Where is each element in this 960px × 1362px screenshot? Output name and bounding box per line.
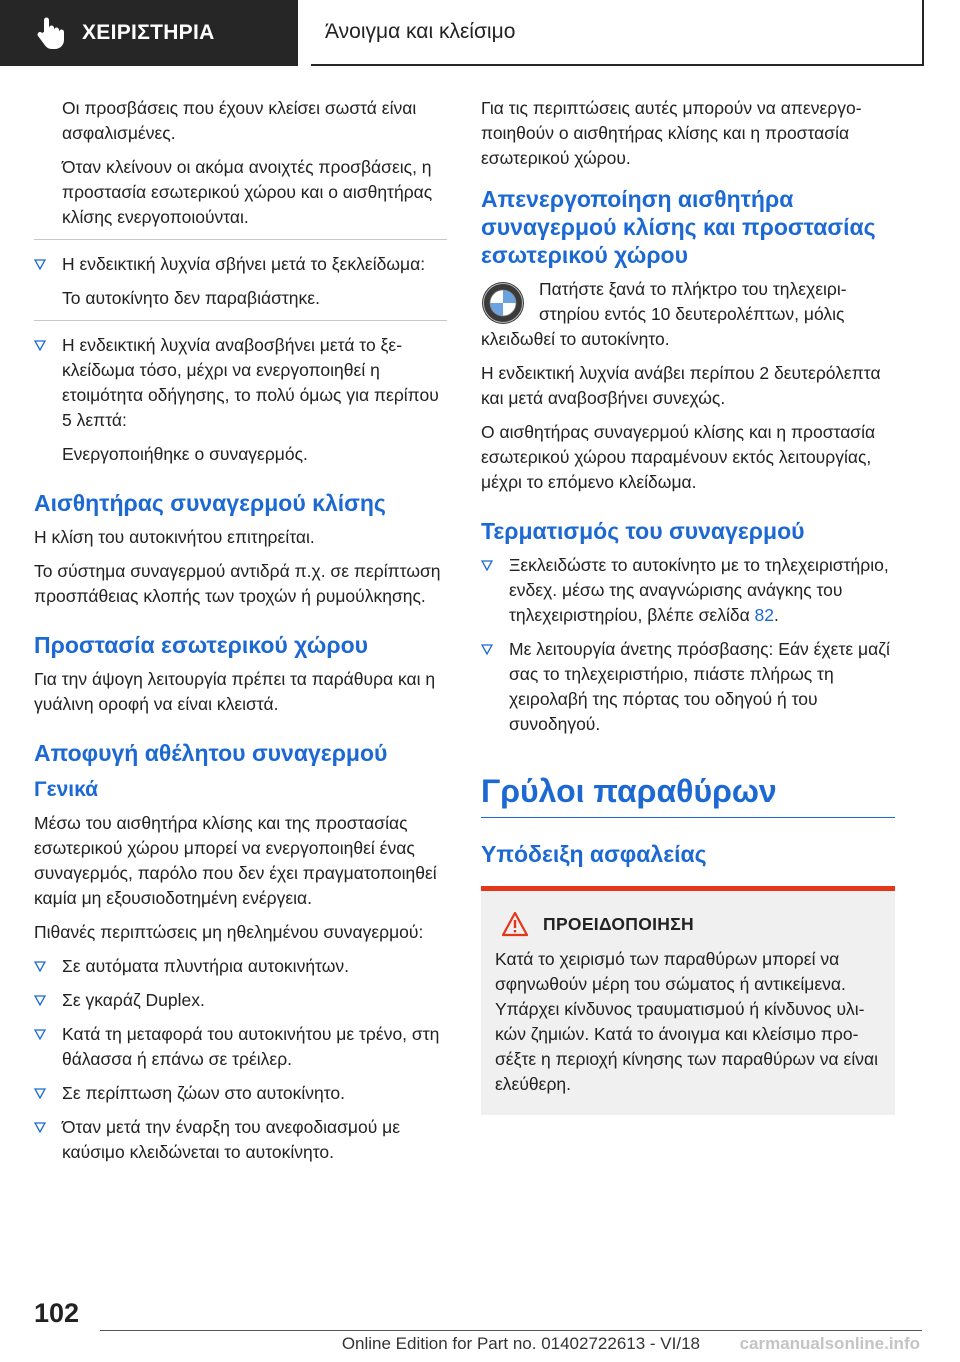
list-item bbox=[481, 553, 895, 628]
list-item-text: Με λειτουργία άνετης πρόσβασης: Εάν έχετε μαζί σας το τηλεχειριστήριο, πιάστε πλήρως τη χειρολαβή της πόρτας του οδηγού ή του συνοδηγού. bbox=[509, 639, 890, 734]
triangle-bullet-icon bbox=[34, 1087, 46, 1099]
triangle-bullet-icon bbox=[34, 258, 46, 270]
warning-triangle-icon bbox=[501, 911, 529, 937]
list-item bbox=[34, 1022, 447, 1072]
paragraph bbox=[481, 277, 895, 352]
triangle-bullet-icon bbox=[481, 559, 493, 571]
hand-pointer-icon bbox=[32, 15, 68, 51]
list-item bbox=[34, 252, 447, 277]
triangle-bullet-icon bbox=[34, 1028, 46, 1040]
paragraph: Ενεργοποιήθηκε ο συναγερμός. bbox=[62, 444, 308, 464]
triangle-bullet-icon bbox=[34, 339, 46, 351]
right-column bbox=[481, 96, 895, 1115]
list-item-text: Κατά τη μεταφορά του αυτοκινήτου με τρένο, στη θάλασσα ή επάνω σε τρέιλερ. bbox=[62, 1024, 440, 1069]
list-item bbox=[481, 637, 895, 737]
chapter-tab bbox=[0, 0, 298, 66]
list-item bbox=[34, 1081, 447, 1106]
paragraph-text: Πατήστε ξανά το πλήκτρο του τηλεχειριστηρίου εντός 10 δευτερολέπτων, μόλις κλειδωθεί το αυτοκίνητο. bbox=[481, 279, 847, 349]
list-item bbox=[34, 988, 447, 1013]
page-reference-link[interactable]: 82 bbox=[754, 605, 775, 625]
triangle-bullet-icon bbox=[34, 1121, 46, 1133]
paragraph: Όταν κλείνουν οι ακόμα ανοιχτές προσβάσεις, η προστασία εσωτερικού χώρου και ο αισθητήρας κλίσης ενεργοποιούνται. bbox=[62, 157, 433, 227]
section-heading: Προστασία εσωτερικού χώρου bbox=[34, 632, 369, 658]
warning-box bbox=[481, 886, 895, 1115]
subsection-heading: Γενικά bbox=[34, 778, 99, 801]
paragraph: Οι προσβάσεις που έχουν κλείσει σωστά είναι ασφαλισμένες. bbox=[62, 98, 417, 143]
section-heading: Αισθητήρας συναγερμού κλίσης bbox=[34, 490, 386, 516]
paragraph: Η κλίση του αυτοκινήτου επιτηρείται. bbox=[34, 527, 315, 547]
warning-text: Κατά το χειρισμό των παραθύρων μπορεί να σφηνωθούν μέρη του σώματος ή αντικείμενα. Υπάρχει κίνδυνος τραυματισμού ή κίνδυνος υλικών ζημιών. Κατά το άνοιγμα και κλείσιμο προσέξτε η περιοχή κίνησης των παραθύρων να είναι ελεύθερη. bbox=[495, 949, 878, 1094]
list-item-text-tail: . bbox=[774, 605, 779, 625]
bmw-logo-icon bbox=[481, 281, 525, 325]
list-item-text: Ξεκλειδώστε το αυτοκίνητο με το τηλεχειριστήριο, ενδεχ. μέσω της αναγνώρισης ανάγκης του τηλεχειριστηρίου, βλέπε σελίδα bbox=[509, 555, 889, 625]
paragraph: Ο αισθητήρας συναγερμού κλίσης και η προστασία εσωτερικού χώρου παραμένουν εκτός λειτουργίας, μέχρι το επόμενο κλείδωμα. bbox=[481, 422, 876, 492]
paragraph: Το σύστημα συναγερμού αντιδρά π.χ. σε περίπτωση προσπάθειας κλοπής των τροχών ή ρυμούλκησης. bbox=[34, 561, 441, 606]
paragraph: Για την άψογη λειτουργία πρέπει τα παράθυρα και η γυάλινη οροφή να είναι κλειστά. bbox=[34, 669, 436, 714]
list-item bbox=[34, 333, 447, 433]
list-item-text: Σε γκαράζ Duplex. bbox=[62, 990, 205, 1010]
list-item-text: Όταν μετά την έναρξη του ανεφοδιασμού με καύσιμο κλειδώνεται το αυτοκίνητο. bbox=[62, 1117, 401, 1162]
section-heading: Υπόδειξη ασφαλείας bbox=[481, 841, 707, 867]
list-item bbox=[34, 1115, 447, 1165]
watermark: carmanualsonline.info bbox=[739, 1334, 920, 1353]
warning-title: ΠΡΟΕΙΔΟΠΟΙΗΣΗ bbox=[543, 913, 694, 934]
divider bbox=[34, 239, 447, 240]
section-tab bbox=[311, 0, 924, 66]
list-item-text: Η ενδεικτική λυχνία σβήνει μετά το ξεκλείδωμα: bbox=[62, 254, 426, 274]
warning-header bbox=[495, 911, 881, 937]
footer-divider bbox=[100, 1330, 922, 1331]
chapter-heading: Γρύλοι παραθύρων bbox=[481, 771, 895, 818]
section-heading: Αποφυγή αθέλητου συναγερμού bbox=[34, 740, 388, 766]
divider bbox=[34, 320, 447, 321]
section-title: Άνοιγμα και κλείσιμο bbox=[325, 20, 516, 43]
paragraph: Πιθανές περιπτώσεις μη ηθελημένου συναγερμού: bbox=[34, 922, 424, 942]
section-heading: Τερματισμός του συναγερμού bbox=[481, 518, 805, 544]
list-item bbox=[34, 954, 447, 979]
list-item-text: Σε περίπτωση ζώων στο αυτοκίνητο. bbox=[62, 1083, 346, 1103]
edition-note: Online Edition for Part no. 01402722613 - VI/18 bbox=[341, 1334, 700, 1353]
paragraph: Για τις περιπτώσεις αυτές μπορούν να απενεργοποιηθούν ο αισθητήρας κλίσης και η προστασία εσωτερικού χώρου. bbox=[481, 98, 862, 168]
triangle-bullet-icon bbox=[34, 994, 46, 1006]
list-item-text: Η ενδεικτική λυχνία αναβοσβήνει μετά το ξεκλείδωμα τόσο, μέχρι να ενεργοποιηθεί η ετοιμότητα οδήγησης, το πολύ όμως για περίπου 5 λεπτά: bbox=[62, 335, 439, 430]
chapter-title: ΧΕΙΡΙΣΤΗΡΙΑ bbox=[82, 21, 215, 44]
page-header bbox=[0, 0, 960, 66]
paragraph: Το αυτοκίνητο δεν παραβιάστηκε. bbox=[62, 288, 320, 308]
paragraph: Η ενδεικτική λυχνία ανάβει περίπου 2 δευτερόλεπτα και μετά αναβοσβήνει συνεχώς. bbox=[481, 363, 881, 408]
triangle-bullet-icon bbox=[34, 960, 46, 972]
section-heading: Απενεργοποίηση αισθητήρα συναγερμού κλίσης και προστασίας εσωτερικού χώρου bbox=[481, 186, 876, 268]
page-number: 102 bbox=[34, 1298, 80, 1328]
list-item-text: Σε αυτόματα πλυντήρια αυτοκινήτων. bbox=[62, 956, 349, 976]
triangle-bullet-icon bbox=[481, 643, 493, 655]
left-column bbox=[34, 96, 447, 1174]
paragraph: Μέσω του αισθητήρα κλίσης και της προστασίας εσωτερικού χώρου μπορεί να ενεργοποιηθεί ένας συναγερμός, παρόλο που δεν έχει πραγματοποιηθεί καμία μη εξουσιοδοτημένη ενέργεια. bbox=[34, 813, 437, 908]
